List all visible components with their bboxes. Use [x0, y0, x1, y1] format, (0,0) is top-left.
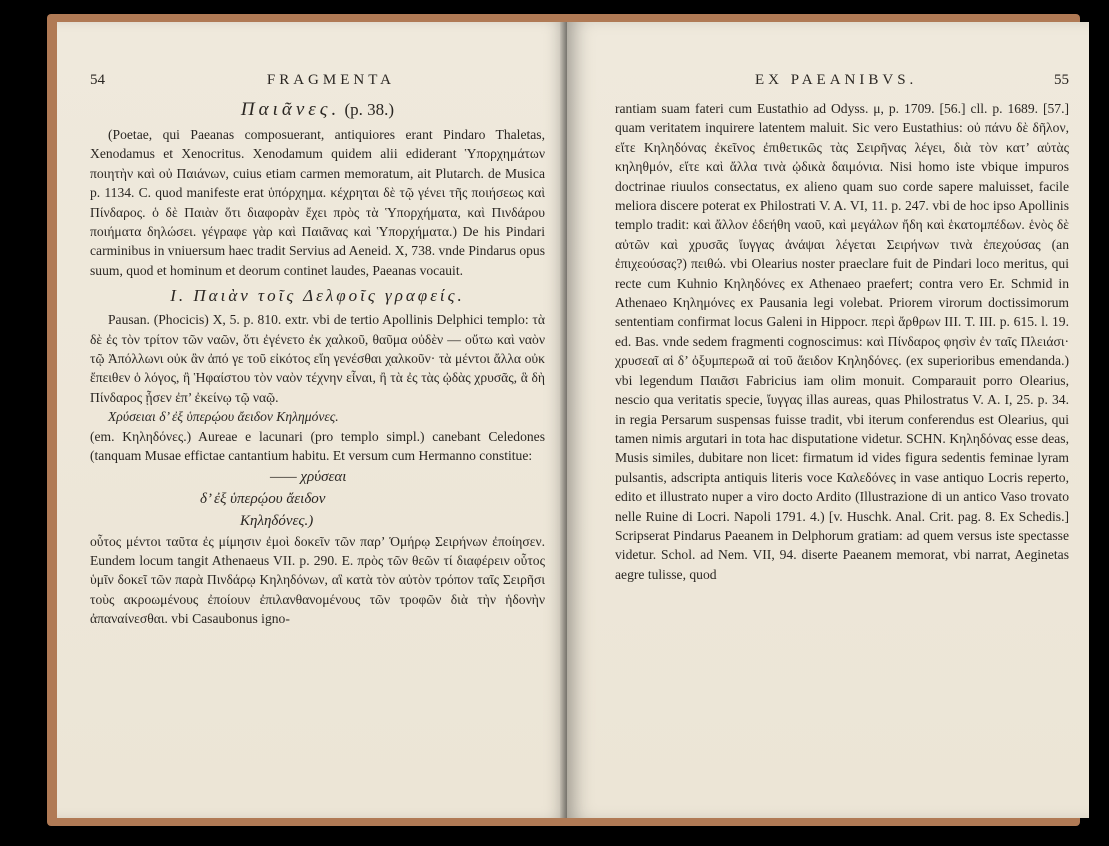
quote-line: Χρύσειαι δ’ ἐξ ὑπερῴου ἄειδον Κηλημόνες. — [108, 409, 339, 425]
title-greek: Παιᾶνες. — [240, 99, 341, 120]
right-body-text: rantiam suam fateri cum Eustathio ad Odyss. μ, p. 1709. [56.] cll. p. 1689. [57.] quam veritatem inquirere latentem maluit. Sic vero Eustathius: οὐ πάνυ δὲ δῆλον, εἴτε Κηληδόνας ἐκεῖνος ἐπιθετικῶς τὰς Σειρῆνας λέγει, διὰ τὸν κατ’ αὐτὰς κηληθμόν, εἴτε καὶ ἄλλα τινὰ ᾠδικὰ δαιμόνια. Nisi homo iste vbique impuros doctrinae riuulos consectatus, ex alieno quam suo corde sapere maluisset, facile meliora discere poterat ex Philostrati V. A. VI, 11. p. 247. vbi de hoc ipso Apollinis templo tradit: καὶ ἄλλον ἐδεήθη ναοῦ, καὶ μεγάλων ἤδη καὶ ἑκατομπέδων. ἑνὸς δὲ αὐτῶν καὶ χρυσᾶς ἴυγγας ἀνάψαι λέγεται Σειρήνων τινὰ ἐπεχούσας (an ἐπιχεούσας?) πειθώ. vbi Olearius noster praeclare fuit de Pindari loco meritus, qui recte cum Kuhnio Κηληδόνες ex Athenaeo praefert; contra vero Er. Schmid in Athenaeo Κηλημόνες ex Pausania legi volebat. Priorem virorum doctissimorum sententiam confirmat locus Galeni in Hippocr. περὶ ἄρθρων III. T. III. p. 615. l. 19. ed. Bas. vnde sedem fragmenti cognoscimus: καὶ Πίνδαρος φησὶν ἐν ταῖς Πλειάσι· χρυσεαῖ αἱ δ’ ὀξυμπερωᾶ αἱ τοῦ ἄειδον Κηληδόνες. (ex superioribus emendanda.) vbi legendum Παιᾶσι Fabricius iam olim monuit. Comparauit porro Olearius, nescio qua veritatis specie, ἴυγγας illas aureas, quas Philostratus V. A. I, 25. p. 34. in regia Persarum suspensas fuisse tradit, vbi iterum conferendus est Olearius, qui tamen nimis argutari in tota hac disputatione videtur. SCHN. Κηληδόνας esse deas, Musis similes, dubitare non licet: firmatum id vides figura sedentis feminae lyram pulsantis, adscripta antiquis literis voce Καλεδόνες in vase antiquo Locris reperto, edito et illustrato nuper a viro docto Ardito (Illustrazione di un antico Vaso trovato nelle Ruine di Locri. Napoli 1791. 4.) [v. Huschk. Anal. Crit. pag. 8. Ex Schedis.] Scripserat Pindarus Paeanem in Delphorum gratiam: ad quem versus iste spectasse videtur. Schol. ad Nem. VII, 94. diserte Paeanem memorat, vbi narrat, Aeginetas aegre tulisse, quod — [615, 101, 1069, 582]
right-running-head — [615, 72, 1069, 89]
section-heading-text: I. Παιὰν τοῖς Δελφοῖς γραφείς. — [170, 286, 465, 306]
left-running-head — [90, 72, 545, 89]
intro-paragraph: (Poetae, qui Paeanas composuerant, antiquiores erant Pindaro Thaletas, Xenodamus et Xenocritus. Xenodamum quidem alii ediderant Ὑπορχημάτων ποιητὴν καὶ οὐ Παιάνων, cuius etiam carmen memoratum, ait Plutarch. de Musica p. 1134. C. quod manifeste erat ὑπόρχημα. κέχρηται δὲ τῷ γένει τῆς ποιήσεως καὶ Πίνδαρος. ὁ δὲ Παιὰν ὅτι διαφορὰν ἔχει πρὸς τὰ Ὑπορχήματα, καὶ Πινδάρου ποιήματα δηλώσει. γέγραφε γὰρ καὶ Παιᾶνας καὶ Ὑπορχήματα.) De his Pindari carminibus in vniuersum haec tradit Servius ad Aeneid. X, 738. vnde Pindarus opus suum, quod et hominum et deorum continet laudes, Paeanas vocauit. — [90, 127, 545, 278]
left-page — [57, 22, 567, 818]
verse-line: —— χρύσεαι — [270, 468, 347, 485]
right-running-title: EX PAEANIBVS. — [755, 72, 918, 88]
title-heading — [90, 99, 545, 121]
right-page-number: 55 — [1054, 72, 1069, 88]
left-page-number: 54 — [90, 72, 105, 88]
verse-line: Κηληδόνες.) — [240, 512, 314, 529]
quote-paragraph: (em. Κηληδόνες.) Aureae e lacunari (pro templo simpl.) canebant Celedones (tanquam Musae effictae cantantium habitu. Et versum cum Hermanno constitue: — [90, 428, 545, 464]
verse-block — [90, 466, 545, 532]
verse-line: δ’ ἐξ ὑπερῴου ἄειδον — [200, 490, 326, 507]
left-running-title: FRAGMENTA — [266, 72, 395, 88]
section-paragraph: Pausan. (Phocicis) X, 5. p. 810. extr. vbi de tertio Apollinis Delphici templo: τὰ δὲ ἐς τὸν τρίτον τῶν ναῶν, ὅτι ἐγένετο ἐκ χαλκοῦ, θαῦμα οὐδὲν — οὔτω καὶ ναὸν τῷ Ἀπόλλωνι οὐκ ἂν ἀπό γε τοῦ εἰκότος εἴη γενέσθαι χαλκοῦν· τὰ μέντοι ἄλλα οὐκ ἔπειθεν ὁ λόγος, ἢ Ἡφαίστου τὸν ναὸν τέχνην εἶναι, ἢ τὰ ἐς τὰς ᾠδὰς χρυσᾶς, ἃ δὴ Πίνδαρος ᾖσεν ἐπ’ ἐκείνῳ τῷ ναῷ. — [90, 312, 545, 405]
section-heading — [90, 286, 545, 306]
right-page — [567, 22, 1089, 818]
title-ref: (p. 38.) — [344, 100, 395, 119]
closing-paragraph: οὗτος μέντοι ταῦτα ἐς μίμησιν ἐμοὶ δοκεῖν τῶν παρ’ Ὁμήρῳ Σειρήνων ἐποίησεν. Eundem locum tangit Athenaeus VII. p. 290. E. πρὸς τῶν θεῶν τί διαφέρειν οὗτος ὑμῖν δοκεῖ τῶν παρὰ Πινδάρῳ Κηληδόνων, αἳ κατὰ τὸν αὐτὸν τρόπον ταῖς Σειρῆσι τοὺς ακροωμένους ἐποίουν ἐπιλανθανομένους τῶν τροφῶν διὰ τὴν ἡδονὴν ἀπαναίνεσθαι. vbi Casaubonus igno- — [90, 533, 545, 627]
